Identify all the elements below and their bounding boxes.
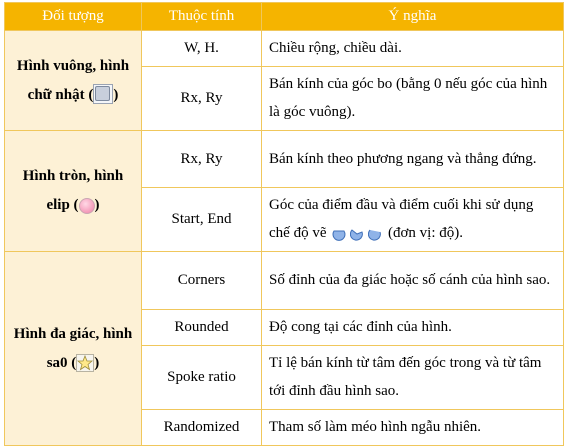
object-label: Hình tròn, hình elip ( xyxy=(22,168,124,213)
property-cell: Rounded xyxy=(142,310,262,346)
arc-icon xyxy=(368,227,382,241)
rectangle-tool-icon xyxy=(93,84,113,104)
table-row xyxy=(5,252,564,310)
header-row xyxy=(5,3,564,31)
meaning-cell: Góc của điểm đầu và điểm cuối khi sử dụng chế độ vẽ (đơn vị: độ). xyxy=(262,188,564,252)
property-cell: Corners xyxy=(142,252,262,310)
property-cell: Spoke ratio xyxy=(142,346,262,410)
table-row xyxy=(5,31,564,67)
property-cell: Randomized xyxy=(142,410,262,446)
header-property: Thuộc tính xyxy=(142,3,262,31)
meaning-cell: Bán kính theo phương ngang và thẳng đứng. xyxy=(262,131,564,188)
meaning-cell: Chiều rộng, chiều dài. xyxy=(262,31,564,67)
object-ellipse: Hình tròn, hình elip ( ) xyxy=(5,131,142,252)
meaning-cell: Số đỉnh của đa giác hoặc số cánh của hình sao. xyxy=(262,252,564,310)
meaning-cell: Tỉ lệ bán kính từ tâm đến góc trong và từ tâm tới đỉnh đầu hình sao. xyxy=(262,346,564,410)
property-cell: Rx, Ry xyxy=(142,67,262,131)
whole-ellipse-icon xyxy=(332,227,346,241)
meaning-cell: Tham số làm méo hình ngẫu nhiên. xyxy=(262,410,564,446)
object-rectangle: Hình vuông, hình chữ nhật ( ) xyxy=(5,31,142,131)
meaning-cell: Độ cong tại các đỉnh của hình. xyxy=(262,310,564,346)
property-cell: Start, End xyxy=(142,188,262,252)
object-star: Hình đa giác, hình sa0 ( ) xyxy=(5,252,142,446)
header-object: Đối tượng xyxy=(5,3,142,31)
meaning-cell: Bán kính của góc bo (bằng 0 nếu góc của hình là góc vuông). xyxy=(262,67,564,131)
object-label: Hình vuông, hình chữ nhật ( xyxy=(16,57,130,103)
properties-table xyxy=(4,2,564,446)
star-tool-icon xyxy=(76,354,94,372)
property-cell: Rx, Ry xyxy=(142,131,262,188)
ellipse-tool-icon xyxy=(79,198,95,214)
property-cell: W, H. xyxy=(142,31,262,67)
object-label: Hình đa giác, hình sa0 ( xyxy=(13,325,133,371)
segment-icon xyxy=(350,227,364,241)
header-meaning: Ý nghĩa xyxy=(262,3,564,31)
table-row xyxy=(5,131,564,188)
